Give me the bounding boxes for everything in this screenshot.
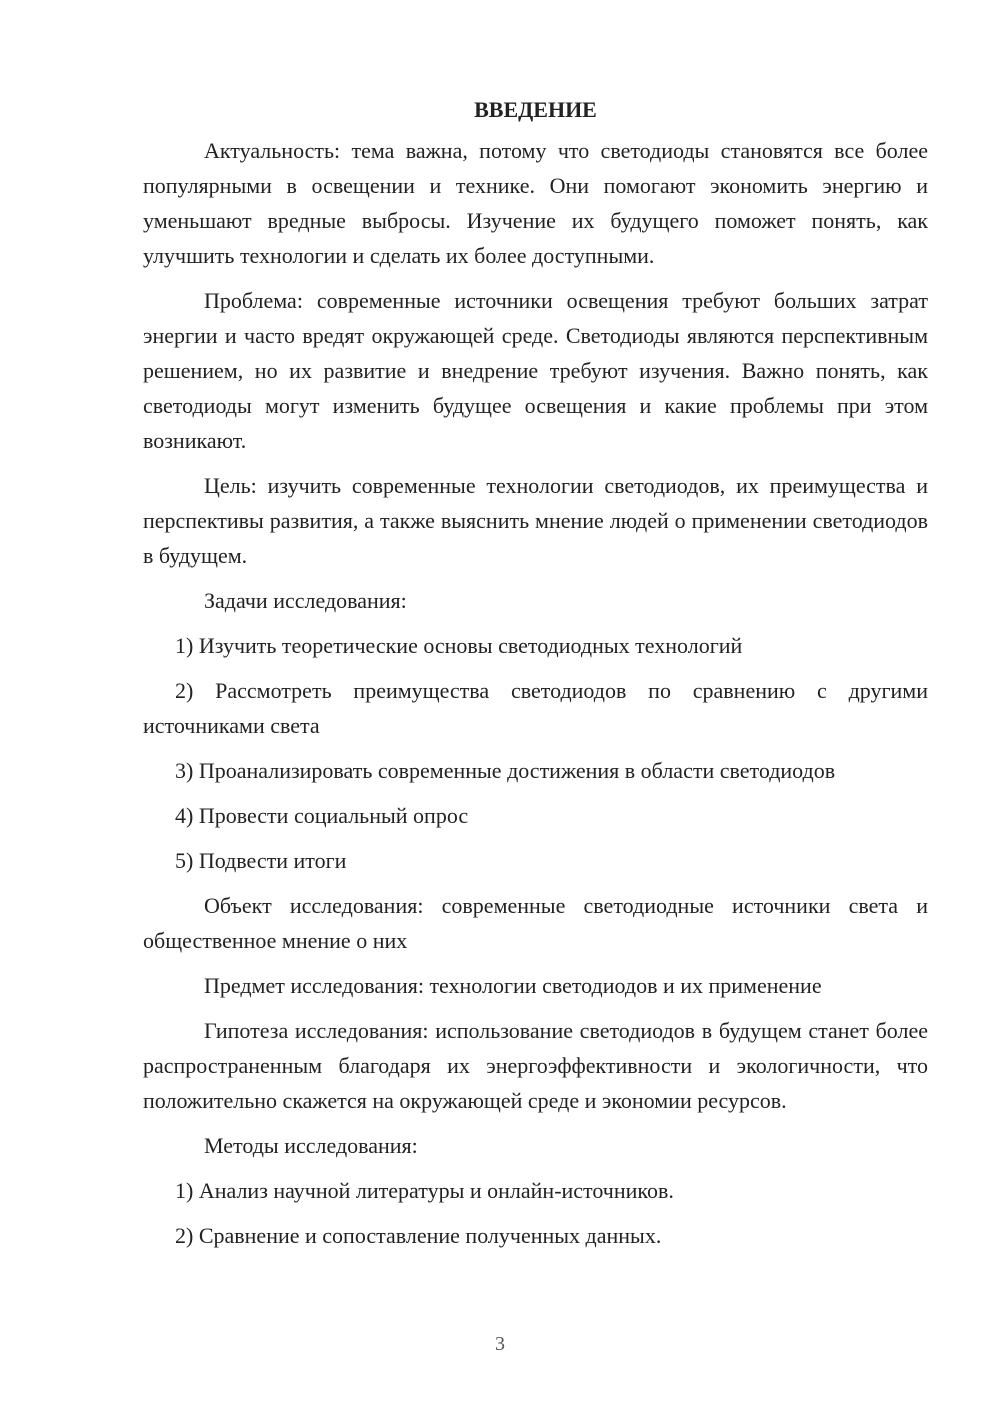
task-item: 2) Рассмотреть преимущества светодиодов по сравнению с другими источниками света xyxy=(143,678,928,738)
tasks-heading: Задачи исследования: xyxy=(204,588,407,613)
object-paragraph: Объект исследования: современные светодиодные источники света и общественное мнение о них xyxy=(143,893,928,953)
document-page xyxy=(143,93,928,1263)
hypothesis-paragraph: Гипотеза исследования: использование светодиодов в будущем станет более распространенным благодаря их энергоэффективности и экологичности, что положительно скажется на окружающей среде и экономии ресурсов. xyxy=(143,1018,928,1113)
method-item: 2) Сравнение и сопоставление полученных данных. xyxy=(175,1223,662,1248)
page-number: 3 xyxy=(495,1333,505,1355)
task-item: 3) Проанализировать современные достижения в области светодиодов xyxy=(175,758,836,783)
subject-paragraph: Предмет исследования: технологии светодиодов и их применение xyxy=(204,973,822,998)
relevance-paragraph: Актуальность: тема важна, потому что светодиоды становятся все более популярными в освещении и технике. Они помогают экономить энергию и уменьшают вредные выбросы. Изучение их будущего поможет понять, как улучшить технологии и сделать их более доступными. xyxy=(143,138,928,268)
methods-heading: Методы исследования: xyxy=(204,1133,418,1158)
goal-paragraph: Цель: изучить современные технологии светодиодов, их преимущества и перспективы развития, а также выяснить мнение людей о применении светодиодов в будущем. xyxy=(143,473,928,568)
task-item: 5) Подвести итоги xyxy=(175,848,347,873)
task-item: 1) Изучить теоретические основы светодиодных технологий xyxy=(175,633,743,658)
task-item: 4) Провести социальный опрос xyxy=(175,803,469,828)
problem-paragraph: Проблема: современные источники освещения требуют больших затрат энергии и часто вредят окружающей среде. Светодиоды являются перспективным решением, но их развитие и внедрение требуют изучения. Важно понять, как светодиоды могут изменить будущее освещения и какие проблемы при этом возникают. xyxy=(143,288,928,453)
section-title: ВВЕДЕНИЕ xyxy=(474,97,597,122)
method-item: 1) Анализ научной литературы и онлайн-источников. xyxy=(175,1178,674,1203)
